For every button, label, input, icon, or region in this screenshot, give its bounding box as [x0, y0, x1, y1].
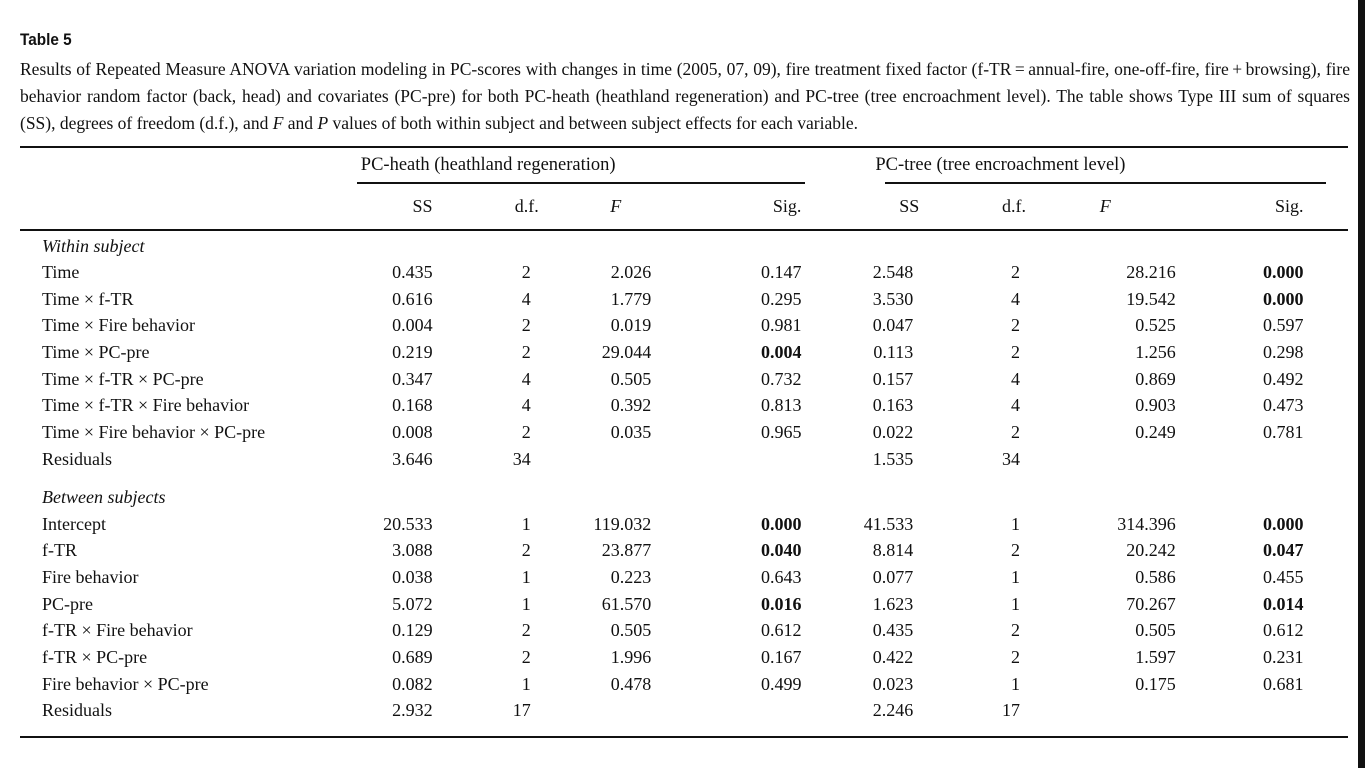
table-cell: 0.435 — [392, 262, 433, 283]
table-cell: 0.167 — [760, 646, 802, 667]
table-cell: 0.732 — [760, 368, 802, 389]
table-cell: 1.623 — [872, 593, 914, 614]
table-cell: 0.168 — [392, 395, 433, 416]
table-row — [20, 697, 1348, 724]
table-cell: 1.597 — [1135, 646, 1176, 667]
table-cell: 2 — [1010, 620, 1020, 641]
table-cell: 0.082 — [392, 673, 433, 694]
row-label: Residuals — [42, 700, 112, 721]
caption-text-end: values of both within subject and between subject effects for each variable. — [328, 113, 858, 133]
table-cell: 0.004 — [392, 315, 433, 336]
top-rule — [20, 146, 1348, 148]
column-header-row — [20, 180, 1348, 232]
row-label: Intercept — [42, 513, 106, 534]
table-cell: 0.040 — [760, 540, 802, 561]
table-cell: 0.435 — [872, 620, 914, 641]
table-row — [20, 510, 1348, 537]
row-label: Time × f-TR — [42, 288, 134, 309]
anova-table — [20, 150, 1348, 724]
col-header-sig-heath: Sig. — [772, 196, 802, 216]
table-cell: 0.014 — [1262, 593, 1304, 614]
row-label: f-TR — [42, 540, 77, 561]
table-cell: 0.492 — [1262, 368, 1304, 389]
table-cell: 0.231 — [1262, 646, 1304, 667]
table-cell: 2 — [521, 620, 531, 641]
table-cell: 2 — [521, 646, 531, 667]
table-cell: 2 — [1010, 342, 1020, 363]
table-row — [20, 446, 1348, 473]
table-cell: 0.000 — [1262, 262, 1304, 283]
col-header-f-heath: F — [610, 196, 622, 216]
table-cell: 0.597 — [1262, 315, 1304, 336]
table-row — [20, 392, 1348, 419]
table-cell — [1026, 446, 1176, 473]
table-row — [20, 285, 1348, 312]
table-cell: 5.072 — [392, 593, 433, 614]
table-cell: 1 — [521, 513, 531, 534]
row-label: Fire behavior × PC-pre — [42, 673, 209, 694]
row-label: PC-pre — [42, 593, 93, 614]
table-cell: 0.347 — [392, 368, 433, 389]
table-row — [20, 537, 1348, 564]
table-cell: 2 — [1010, 262, 1020, 283]
row-label: Fire behavior — [42, 566, 139, 587]
table-cell — [1026, 697, 1176, 724]
table-cell: 0.047 — [1262, 540, 1304, 561]
table-cell: 0.157 — [872, 368, 914, 389]
table-cell: 0.295 — [760, 288, 802, 309]
table-cell — [1176, 697, 1304, 724]
group-header-tree — [801, 150, 1303, 180]
table-cell: 2.932 — [392, 700, 433, 721]
caption-f-symbol: F — [272, 113, 284, 133]
table-cell: 0.981 — [760, 315, 802, 336]
caption-and: and — [283, 113, 318, 133]
table-cell: 0.586 — [1135, 566, 1176, 587]
table-cell: 0.008 — [392, 422, 433, 443]
bottom-rule — [20, 736, 1348, 738]
table-cell: 0.000 — [1262, 513, 1304, 534]
section-title: Within subject — [42, 235, 145, 256]
table-cell: 2 — [521, 422, 531, 443]
row-label: f-TR × PC-pre — [42, 646, 148, 667]
table-cell: 34 — [512, 448, 531, 469]
table-cell: 0.612 — [760, 620, 802, 641]
row-label: Time — [42, 262, 80, 283]
table-cell: 0.616 — [392, 288, 433, 309]
table-cell: 119.032 — [593, 513, 652, 534]
table-title: Table 5 — [20, 30, 72, 49]
table-cell: 2 — [521, 262, 531, 283]
table-cell: 0.175 — [1135, 673, 1176, 694]
table-cell: 0.505 — [610, 620, 652, 641]
col-header-ss-heath: SS — [412, 196, 433, 216]
table-cell: 0.249 — [1135, 422, 1176, 443]
table-cell: 4 — [521, 395, 531, 416]
table-cell: 0.219 — [392, 342, 433, 363]
table-cell: 17 — [1001, 700, 1020, 721]
table-cell: 1 — [521, 593, 531, 614]
table-cell: 314.396 — [1117, 513, 1176, 534]
table-cell: 0.455 — [1262, 566, 1304, 587]
table-cell — [1176, 446, 1304, 473]
table-cell: 0.035 — [610, 422, 652, 443]
table-cell: 0.505 — [610, 368, 652, 389]
table-cell: 70.267 — [1126, 593, 1176, 614]
table-cell: 4 — [1010, 368, 1020, 389]
caption-p-symbol: P — [317, 113, 329, 133]
table-cell: 2 — [1010, 315, 1020, 336]
table-cell — [539, 697, 683, 724]
table-cell: 0.612 — [1262, 620, 1304, 641]
table-cell: 0.781 — [1262, 422, 1304, 443]
table-row — [20, 590, 1348, 617]
table-row — [20, 617, 1348, 644]
table-cell: 1 — [1010, 673, 1020, 694]
table-cell: 0.077 — [872, 566, 914, 587]
table-cell — [683, 446, 801, 473]
table-cell: 0.903 — [1135, 395, 1176, 416]
table-cell: 2 — [1010, 540, 1020, 561]
table-row — [20, 365, 1348, 392]
table-cell: 2 — [521, 540, 531, 561]
table-cell: 2.246 — [872, 700, 914, 721]
table-cell: 1.256 — [1135, 342, 1176, 363]
col-header-df-tree: d.f. — [1001, 196, 1026, 216]
table-cell: 0.478 — [610, 673, 652, 694]
table-cell: 3.530 — [872, 288, 914, 309]
table-cell: 0.000 — [1262, 288, 1304, 309]
table-cell: 4 — [1010, 395, 1020, 416]
table-cell: 0.813 — [760, 395, 802, 416]
table-cell: 0.016 — [760, 593, 802, 614]
table-cell: 1.779 — [610, 288, 652, 309]
table-row — [20, 644, 1348, 671]
col-header-ss-tree: SS — [899, 196, 920, 216]
table-cell: 0.505 — [1135, 620, 1176, 641]
row-label: Time × f-TR × PC-pre — [42, 368, 204, 389]
table-cell — [683, 697, 801, 724]
table-cell: 0.869 — [1135, 368, 1176, 389]
caption-text: Results of Repeated Measure ANOVA variation modeling in PC-scores with changes in time (2005, 07, 09), fire treatment fixed factor (f-TR = annual-fire, one-off-fire, fire + browsing), fire behavior random factor (back, head) and covariates (PC-pre) for both PC-heath (heathland regeneration) and PC-tree (tree encroachment level). The table shows Type III sum of squares (SS), degrees of freedom (d.f.), and — [20, 59, 1350, 133]
table-cell: 1 — [521, 566, 531, 587]
table-cell: 2.026 — [610, 262, 652, 283]
row-label: Time × PC-pre — [42, 342, 150, 363]
table-cell: 1 — [1010, 513, 1020, 534]
table-row — [20, 339, 1348, 366]
table-cell: 4 — [521, 288, 531, 309]
section-header-row — [20, 232, 1348, 259]
table-cell: 41.533 — [863, 513, 914, 534]
table-cell: 0.643 — [760, 566, 802, 587]
table-row — [20, 419, 1348, 446]
table-cell: 0.147 — [760, 262, 802, 283]
group-header-row — [20, 150, 1348, 180]
group-header-tree-label: PC-tree (tree encroachment level) — [875, 155, 1126, 175]
table-cell: 20.242 — [1126, 540, 1176, 561]
table-cell: 0.023 — [872, 673, 914, 694]
table-cell: 0.038 — [392, 566, 433, 587]
table-row — [20, 670, 1348, 697]
table-cell: 0.000 — [760, 513, 802, 534]
table-caption — [20, 56, 1350, 137]
table-cell: 1 — [1010, 593, 1020, 614]
table-cell: 1.535 — [872, 448, 914, 469]
table-cell: 4 — [521, 368, 531, 389]
col-header-sig-tree: Sig. — [1274, 196, 1304, 216]
table-cell: 0.689 — [392, 646, 433, 667]
table-cell: 0.129 — [392, 620, 433, 641]
table-cell: 1.996 — [610, 646, 652, 667]
window-frame-edge — [1358, 0, 1365, 768]
table-cell: 4 — [1010, 288, 1020, 309]
table-cell: 2 — [521, 342, 531, 363]
row-label: Time × f-TR × Fire behavior — [42, 395, 250, 416]
table-cell: 1 — [1010, 566, 1020, 587]
table-cell: 29.044 — [601, 342, 652, 363]
table-row — [20, 564, 1348, 591]
col-header-df-heath: d.f. — [514, 196, 539, 216]
table-cell: 0.004 — [760, 342, 802, 363]
table-cell: 0.422 — [872, 646, 914, 667]
table-cell: 0.499 — [760, 673, 802, 694]
table-cell: 0.113 — [873, 342, 914, 363]
table-cell: 0.022 — [872, 422, 914, 443]
table-cell: 17 — [512, 700, 531, 721]
col-header-f-tree: F — [1099, 196, 1111, 216]
table-cell: 3.646 — [392, 448, 433, 469]
table-cell: 8.814 — [872, 540, 914, 561]
table-cell: 2 — [1010, 646, 1020, 667]
table-cell: 34 — [1001, 448, 1020, 469]
table-cell: 0.223 — [610, 566, 652, 587]
table-cell: 2 — [1010, 422, 1020, 443]
table-cell: 2.548 — [872, 262, 914, 283]
table-cell: 0.965 — [760, 422, 802, 443]
section-header-row — [20, 472, 1348, 510]
row-label: Time × Fire behavior × PC-pre — [42, 422, 266, 443]
group-header-heath: PC-heath (heathland regeneration) — [360, 155, 616, 175]
row-label: Residuals — [42, 448, 112, 469]
table-cell: 23.877 — [601, 540, 652, 561]
table-row — [20, 312, 1348, 339]
table-cell — [539, 446, 683, 473]
table-cell: 0.681 — [1262, 673, 1304, 694]
table-cell: 2 — [521, 315, 531, 336]
table-row — [20, 259, 1348, 286]
table-cell: 3.088 — [392, 540, 433, 561]
table-cell: 19.542 — [1126, 288, 1176, 309]
table-cell: 0.019 — [610, 315, 652, 336]
table-cell: 0.392 — [610, 395, 652, 416]
section-title: Between subjects — [42, 487, 166, 508]
table-cell: 0.047 — [872, 315, 914, 336]
table-cell: 20.533 — [383, 513, 433, 534]
table-cell: 61.570 — [601, 593, 652, 614]
table-cell: 28.216 — [1126, 262, 1176, 283]
row-label: f-TR × Fire behavior — [42, 620, 193, 641]
table-cell: 0.163 — [872, 395, 914, 416]
table-cell: 0.525 — [1135, 315, 1176, 336]
row-label: Time × Fire behavior — [42, 315, 195, 336]
table-cell: 0.298 — [1262, 342, 1304, 363]
table-cell: 0.473 — [1262, 395, 1304, 416]
table-cell: 1 — [521, 673, 531, 694]
